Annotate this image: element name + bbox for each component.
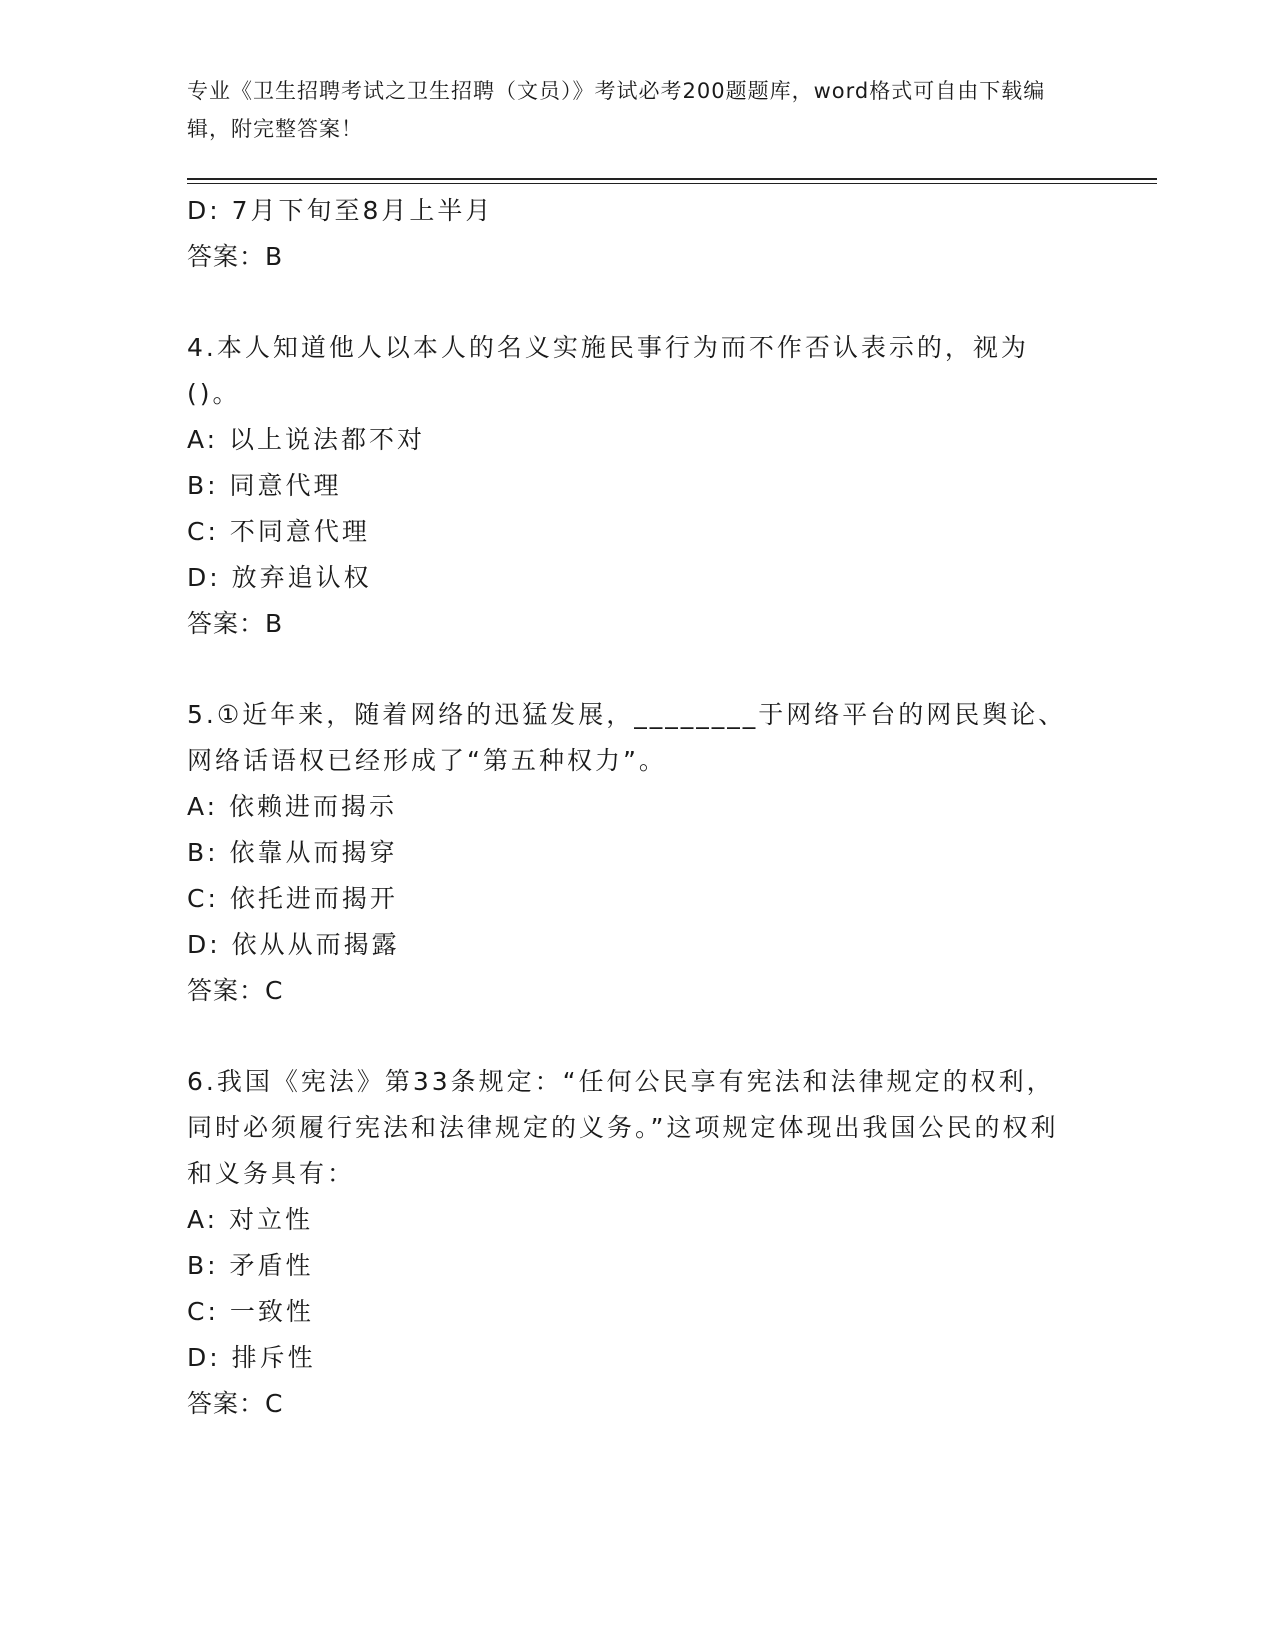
option-d: D: 排斥性 [187,1343,316,1372]
answer-line: 答案：B [187,242,284,271]
header-divider-thick [187,178,1157,180]
option-d: D: 7月下旬至8月上半月 [187,196,494,225]
question-stem: 4.本人知道他人以本人的名义实施民事行为而不作否认表示的，视为()。 [187,333,1029,408]
option-b: B: 同意代理 [187,471,342,500]
question-fragment [187,188,1087,280]
option-c: C: 不同意代理 [187,517,370,546]
option-a: A: 以上说法都不对 [187,425,426,454]
option-b: B: 依靠从而揭穿 [187,838,398,867]
option-a: A: 依赖进而揭示 [187,792,398,821]
question-stem: 6.我国《宪法》第33条规定：“任何公民享有宪法和法律规定的权利，同时必须履行宪法和法律规定的义务。”这项规定体现出我国公民的权利和义务具有： [187,1067,1059,1188]
answer-line: 答案：C [187,976,284,1005]
question-6 [187,1059,1087,1427]
answer-line: 答案：B [187,609,284,638]
option-a: A: 对立性 [187,1205,314,1234]
question-stem: 5.①近年来，随着网络的迅猛发展，________于网络平台的网民舆论、网络话语权已经形成了“第五种权力”。 [187,700,1067,775]
question-5 [187,692,1087,1014]
option-c: C: 依托进而揭开 [187,884,398,913]
header-divider-thin [187,183,1157,184]
question-4 [187,325,1087,647]
document-page [187,0,1157,1650]
option-d: D: 放弃追认权 [187,563,372,592]
option-c: C: 一致性 [187,1297,314,1326]
question-content [187,188,1087,1427]
option-d: D: 依从从而揭露 [187,930,400,959]
page-header: 专业《卫生招聘考试之卫生招聘（文员）》考试必考200题题库，word格式可自由下载编辑，附完整答案！ [187,79,1046,141]
answer-line: 答案：C [187,1389,284,1418]
option-b: B: 矛盾性 [187,1251,314,1280]
